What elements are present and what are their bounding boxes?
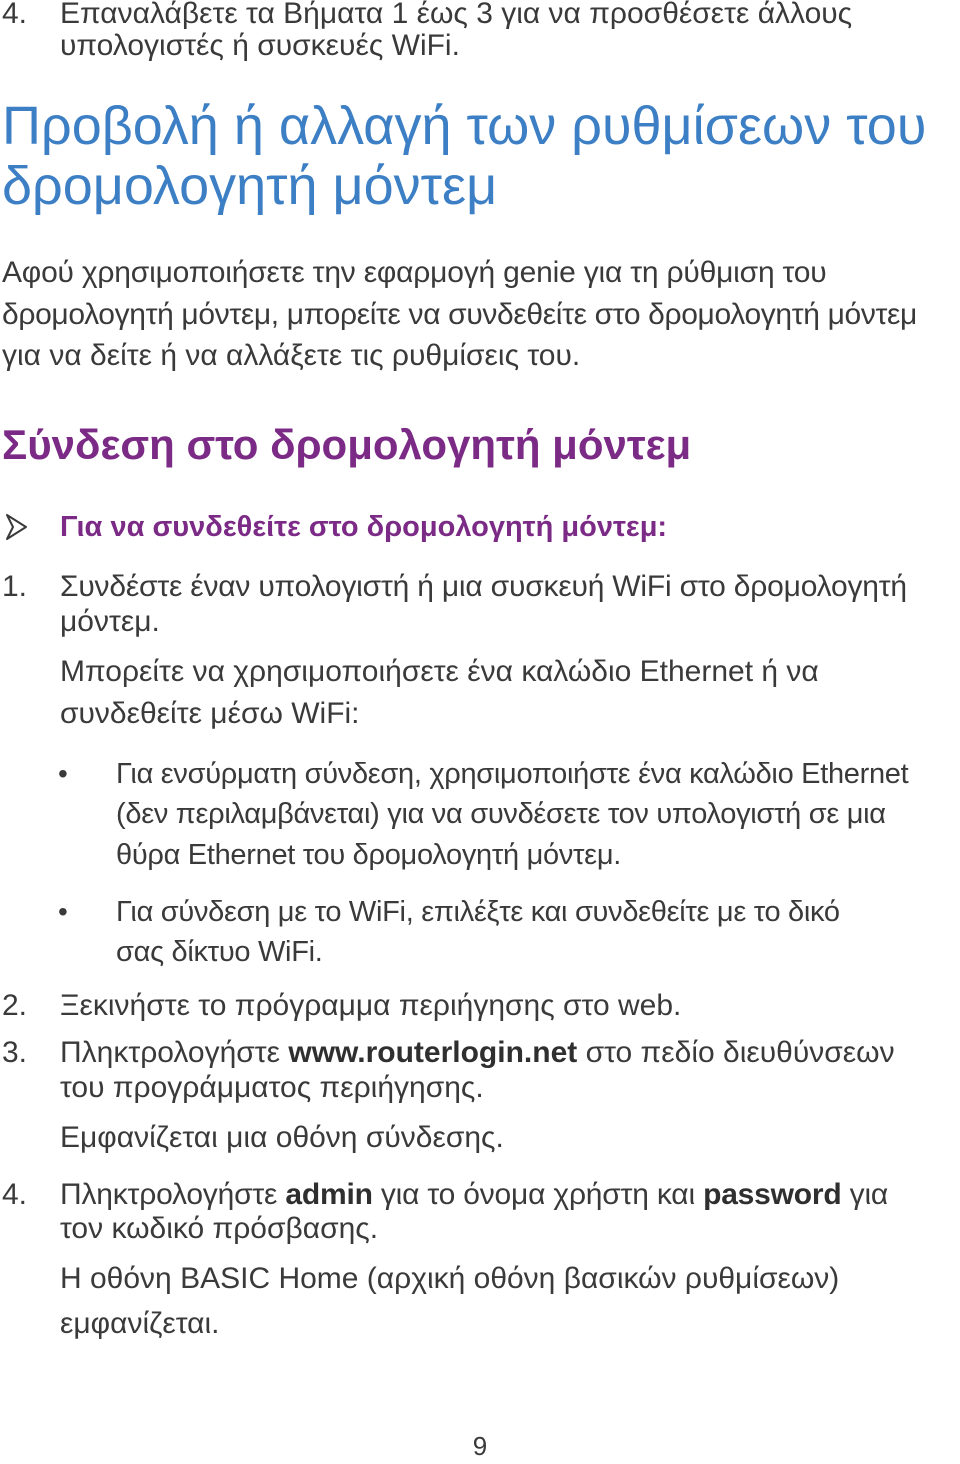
step-text-line: του προγράμματος περιήγησης. — [60, 1071, 484, 1104]
bullet-line: Για σύνδεση με το WiFi, επιλέξτε και συνδεθείτε με το δικό — [116, 896, 840, 928]
bullet-line: (δεν περιλαμβάνεται) για να συνδέσετε τον υπολογιστή σε μια — [116, 798, 886, 830]
bullet-line: σας δίκτυο WiFi. — [116, 936, 323, 968]
username-text: admin — [285, 1178, 373, 1211]
text-run: Πληκτρολογήστε — [60, 1178, 286, 1211]
step-text-line: μόντεμ. — [60, 605, 160, 638]
text-run: Πληκτρολογήστε — [60, 1036, 289, 1069]
url-text: www.routerlogin.net — [288, 1036, 578, 1069]
step-note-line: Μπορείτε να χρησιμοποιήσετε ένα καλώδιο Ethernet ή να — [60, 655, 819, 688]
intro-line: Αφού χρησιμοποιήσετε την εφαρμογή genie για τη ρύθμιση του — [2, 256, 827, 289]
step-number: 2. — [2, 989, 28, 1022]
step-number: 1. — [2, 570, 28, 603]
section-title: Προβολή ή αλλαγή των ρυθμίσεων του δρομολογητή μόντεμ — [2, 96, 927, 216]
text-run: για — [841, 1178, 889, 1211]
step-text-line: Επαναλάβετε τα Βήματα 1 έως 3 για να προσθέσετε άλλους — [60, 0, 853, 30]
bullet-symbol: • — [58, 758, 68, 789]
bullet-line: Για ενσύρματη σύνδεση, χρησιμοποιήστε ένα καλώδιο Ethernet — [116, 758, 909, 790]
password-text: password — [703, 1178, 842, 1211]
arrow-bullet-icon — [4, 512, 30, 542]
step-number: 4. — [2, 0, 28, 30]
step-text-line: τον κωδικό πρόσβασης. — [60, 1212, 379, 1245]
step-text-line: Συνδέστε έναν υπολογιστή ή μια συσκευή WiFi στο δρομολογητή — [60, 570, 907, 603]
step-number: 3. — [2, 1036, 28, 1069]
step-note-line: συνδεθείτε μέσω WiFi: — [60, 697, 360, 730]
bullet-symbol: • — [58, 896, 68, 927]
step-number: 4. — [2, 1178, 28, 1211]
step-note-line: εμφανίζεται. — [60, 1307, 220, 1340]
step-text-line — [60, 1033, 895, 1073]
procedure-title: Για να συνδεθείτε στο δρομολογητή μόντεμ: — [60, 511, 668, 543]
text-run: στο πεδίο διευθύνσεων — [577, 1036, 895, 1069]
page-number: 9 — [472, 1431, 488, 1461]
step-text-line: Ξεκινήστε το πρόγραμμα περιήγησης στο web. — [60, 989, 682, 1022]
intro-line: για να δείτε ή να αλλάξετε τις ρυθμίσεις του. — [2, 339, 581, 372]
bullet-line: θύρα Ethernet του δρομολογητή μόντεμ. — [116, 839, 621, 871]
step-text-line: υπολογιστές ή συσκευές WiFi. — [60, 29, 460, 62]
subsection-title: Σύνδεση στο δρομολογητή μόντεμ — [2, 421, 692, 468]
step-note-line: Η οθόνη BASIC Home (αρχική οθόνη βασικών ρυθμίσεων) — [60, 1262, 840, 1295]
intro-line: δρομολογητή μόντεμ, μπορείτε να συνδεθείτε στο δρομολογητή μόντεμ — [2, 298, 917, 331]
text-run: για το όνομα χρήστη και — [372, 1178, 704, 1211]
step-note-line: Εμφανίζεται μια οθόνη σύνδεσης. — [60, 1121, 504, 1154]
